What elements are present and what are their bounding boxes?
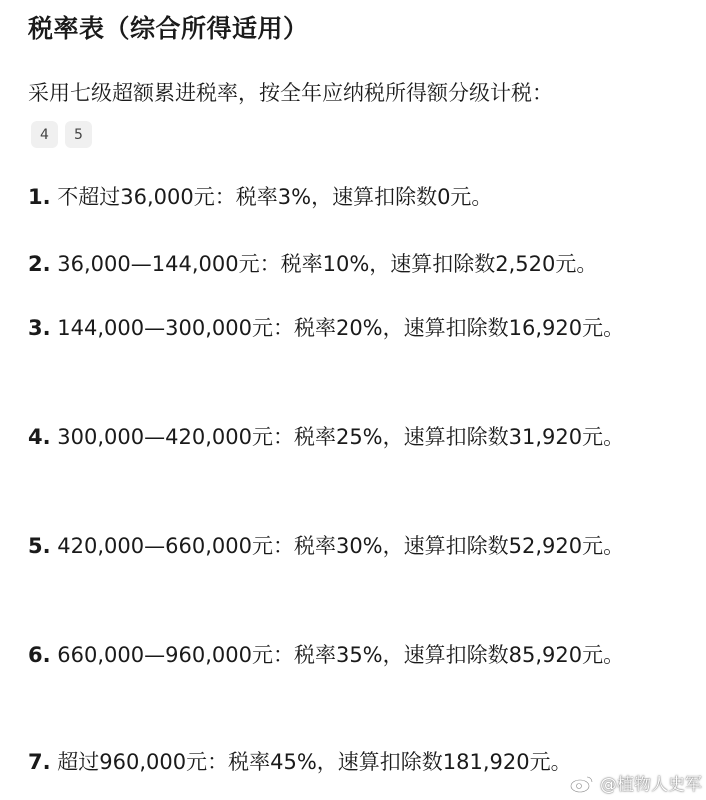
- list-item-number: 2.: [28, 252, 51, 276]
- list-item: [28, 522, 688, 570]
- list-item: [28, 304, 688, 352]
- list-item-number: 7.: [28, 750, 51, 774]
- list-item-text: 超过960,000元：税率45%，速算扣除数181,920元。: [57, 750, 572, 774]
- list-item-text: 36,000—144,000元：税率10%，速算扣除数2,520元。: [57, 252, 598, 276]
- weibo-icon: [569, 773, 595, 793]
- list-item-number: 5.: [28, 534, 51, 558]
- watermark-text: @植物人史军: [600, 775, 702, 795]
- list-item-number: 6.: [28, 643, 51, 667]
- list-item-text: 不超过36,000元：税率3%，速算扣除数0元。: [57, 185, 493, 209]
- reference-chip-4[interactable]: 4: [31, 121, 58, 148]
- page-title: 税率表（综合所得适用）: [28, 14, 309, 43]
- watermark: [569, 770, 702, 795]
- list-item: [28, 631, 688, 679]
- list-item-text: 420,000—660,000元：税率30%，速算扣除数52,920元。: [57, 534, 625, 558]
- list-item: [28, 413, 688, 461]
- list-item-number: 1.: [28, 185, 51, 209]
- list-item-text: 144,000—300,000元：税率20%，速算扣除数16,920元。: [57, 316, 625, 340]
- reference-chip-5[interactable]: 5: [65, 121, 92, 148]
- list-item-number: 3.: [28, 316, 51, 340]
- list-item-text: 660,000—960,000元：税率35%，速算扣除数85,920元。: [57, 643, 625, 667]
- list-item-text: 300,000—420,000元：税率25%，速算扣除数31,920元。: [57, 425, 625, 449]
- list-item-number: 4.: [28, 425, 51, 449]
- list-item: [28, 240, 688, 288]
- list-item: [28, 173, 688, 221]
- reference-chips: [31, 121, 92, 148]
- intro-text: 采用七级超额累进税率，按全年应纳税所得额分级计税：: [28, 81, 553, 105]
